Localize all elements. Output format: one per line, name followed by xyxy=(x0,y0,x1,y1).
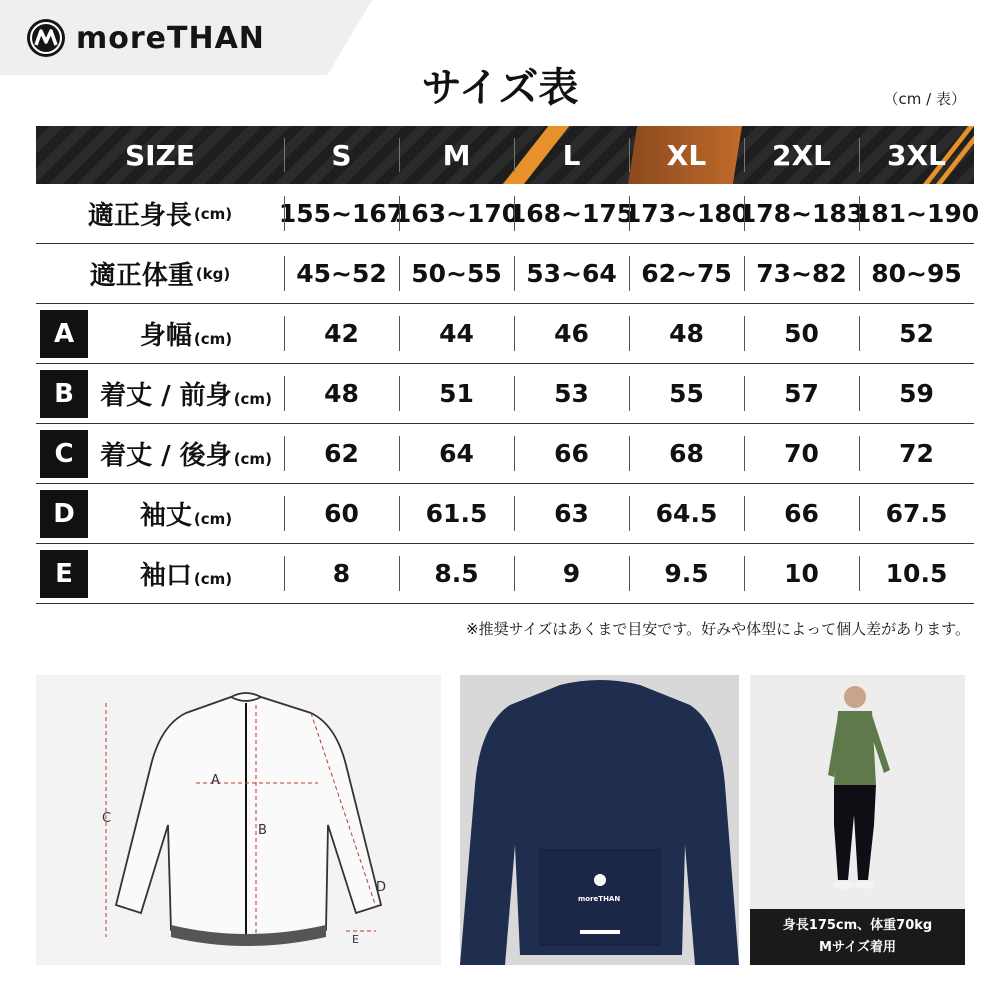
measurement-diagram xyxy=(36,675,441,965)
table-row xyxy=(36,544,974,604)
brand-name: moreTHAN xyxy=(76,20,265,56)
table-cell: 163~170 xyxy=(399,184,514,243)
row-label xyxy=(36,244,284,303)
table-cell: 55 xyxy=(629,364,744,423)
row-letter-badge: C xyxy=(40,430,88,478)
table-cell: 60 xyxy=(284,484,399,543)
unit-note: （cm / 表） xyxy=(883,90,966,108)
table-cell: 68 xyxy=(629,424,744,483)
brand-logo-icon xyxy=(26,18,66,58)
table-cell: 10 xyxy=(744,544,859,603)
model-photo xyxy=(750,675,965,965)
table-cell: 53 xyxy=(514,364,629,423)
row-label-text: 袖丈 xyxy=(139,501,192,531)
table-cell: 45~52 xyxy=(284,244,399,303)
table-cell: 9.5 xyxy=(629,544,744,603)
row-label xyxy=(36,484,284,543)
table-cell: 62 xyxy=(284,424,399,483)
table-cell: 181~190 xyxy=(859,184,974,243)
table-cell: 61.5 xyxy=(399,484,514,543)
size-table xyxy=(36,126,980,604)
table-cell: 67.5 xyxy=(859,484,974,543)
table-cell: 173~180 xyxy=(629,184,744,243)
size-header-label: SIZE xyxy=(124,138,195,172)
diagram-label-c: C xyxy=(102,811,112,826)
diagram-label-b: B xyxy=(258,823,267,838)
row-letter-badge: A xyxy=(40,310,88,358)
row-label-unit: (cm) xyxy=(193,204,233,223)
row-label xyxy=(36,304,284,363)
table-cell: 48 xyxy=(629,304,744,363)
size-header-row xyxy=(36,126,974,184)
table-cell: 50 xyxy=(744,304,859,363)
table-cell: 44 xyxy=(399,304,514,363)
row-label-unit: (cm) xyxy=(233,390,272,408)
row-label-unit: (cm) xyxy=(193,330,233,348)
table-cell: 46 xyxy=(514,304,629,363)
table-cell: 52 xyxy=(859,304,974,363)
diagram-label-e: E xyxy=(352,933,359,946)
table-cell: 80~95 xyxy=(859,244,974,303)
table-cell: 72 xyxy=(859,424,974,483)
table-row xyxy=(36,244,974,304)
table-cell: 66 xyxy=(744,484,859,543)
row-label-text: 袖口 xyxy=(139,561,192,591)
size-header-cell: S xyxy=(284,126,399,184)
model-figure-icon xyxy=(750,675,965,909)
size-header-cell: 2XL xyxy=(744,126,859,184)
row-label xyxy=(36,364,284,423)
table-row xyxy=(36,364,974,424)
table-cell: 168~175 xyxy=(514,184,629,243)
table-cell: 62~75 xyxy=(629,244,744,303)
table-row xyxy=(36,304,974,364)
size-header-cell: L xyxy=(514,126,629,184)
size-header-cell: M xyxy=(399,126,514,184)
diagram-label-a: A xyxy=(211,773,220,788)
sizing-note: ※推奨サイズはあくまで目安です。好みや体型によって個人差があります。 xyxy=(466,620,970,638)
row-label-text: 着丈 / 前身 xyxy=(100,381,232,411)
row-label-text: 着丈 / 後身 xyxy=(100,441,232,471)
table-cell: 10.5 xyxy=(859,544,974,603)
table-cell: 48 xyxy=(284,364,399,423)
table-cell: 42 xyxy=(284,304,399,363)
table-cell: 9 xyxy=(514,544,629,603)
table-cell: 178~183 xyxy=(744,184,859,243)
table-row xyxy=(36,184,980,244)
row-label xyxy=(36,424,284,483)
table-cell: 8.5 xyxy=(399,544,514,603)
row-letter-badge: D xyxy=(40,490,88,538)
row-letter-badge: B xyxy=(40,370,88,418)
row-label-unit: (cm) xyxy=(233,450,272,468)
diagram-label-d: D xyxy=(376,880,387,895)
model-caption-line2: Mサイズ着用 xyxy=(819,940,896,955)
table-cell: 155~167 xyxy=(284,184,399,243)
table-cell: 64 xyxy=(399,424,514,483)
jersey-outline-icon xyxy=(36,675,441,965)
table-cell: 8 xyxy=(284,544,399,603)
table-cell: 63 xyxy=(514,484,629,543)
size-header-cell: 3XL xyxy=(859,126,974,184)
table-cell: 50~55 xyxy=(399,244,514,303)
table-cell: 53~64 xyxy=(514,244,629,303)
row-label-text: 適正体重 xyxy=(89,261,194,291)
jersey-logo: moreTHAN xyxy=(578,895,621,903)
row-label-unit: (cm) xyxy=(193,570,233,588)
table-cell: 57 xyxy=(744,364,859,423)
table-row xyxy=(36,484,974,544)
row-label-unit: (cm) xyxy=(193,510,233,528)
table-row xyxy=(36,424,974,484)
model-caption xyxy=(750,909,965,965)
table-cell: 64.5 xyxy=(629,484,744,543)
jersey-back-icon xyxy=(460,675,739,965)
model-caption-line1: 身長175cm、体重70kg xyxy=(782,918,933,933)
table-cell: 70 xyxy=(744,424,859,483)
page-title: サイズ表 xyxy=(421,65,579,111)
row-label xyxy=(36,184,284,243)
size-header-cell: XL xyxy=(629,126,744,184)
table-cell: 73~82 xyxy=(744,244,859,303)
table-cell: 59 xyxy=(859,364,974,423)
row-letter-badge: E xyxy=(40,550,88,598)
row-label-text: 適正身長 xyxy=(87,201,192,231)
brand-logo xyxy=(26,18,265,58)
table-cell: 51 xyxy=(399,364,514,423)
row-label-text: 身幅 xyxy=(139,321,192,351)
jersey-back-photo xyxy=(460,675,739,965)
row-label-unit: (kg) xyxy=(195,264,231,283)
row-label xyxy=(36,544,284,603)
table-cell: 66 xyxy=(514,424,629,483)
